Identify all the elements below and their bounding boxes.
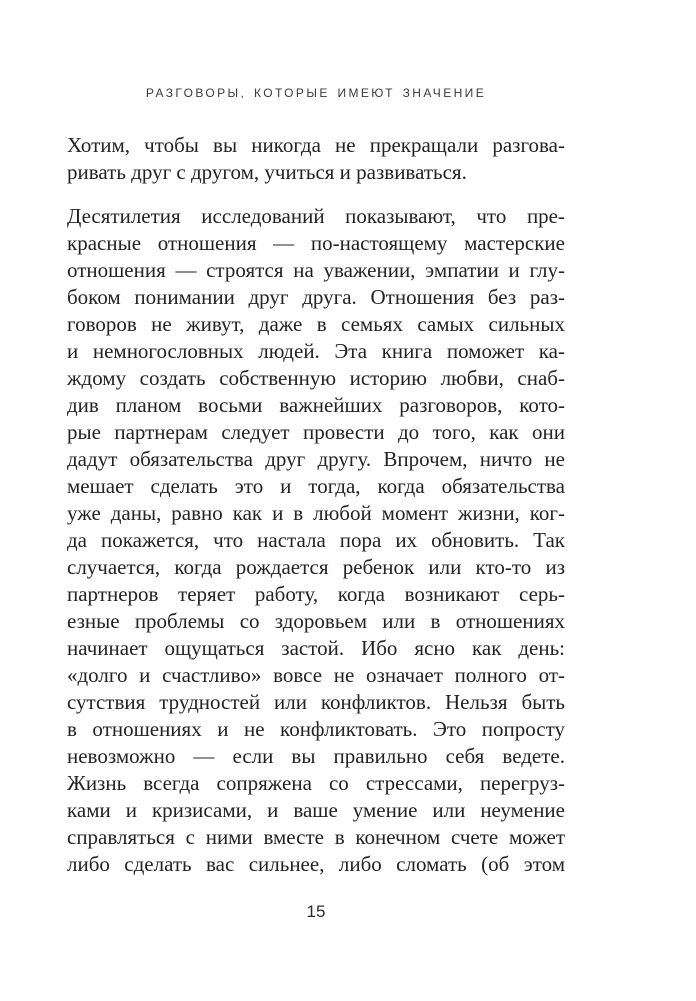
text-line: сутствия трудностей или конфликтов. Нельзя быть <box>67 690 565 714</box>
text-line: рые партнерам следует провести до того, как они <box>67 420 565 444</box>
paragraph <box>67 203 565 878</box>
body-text <box>67 132 565 878</box>
text-line: дадут обязательства друг другу. Впрочем, ничто не <box>67 447 565 471</box>
text-line: «долго и счастливо» вовсе не означает полного от- <box>67 663 565 687</box>
paragraph <box>67 132 565 186</box>
text-line: невозможно — если вы правильно себя ведете. <box>67 744 565 768</box>
page-number: 15 <box>306 902 326 921</box>
text-line: в отношениях и не конфликтовать. Это попросту <box>67 717 565 741</box>
text-line: мешает сделать это и тогда, когда обязательства <box>67 474 565 498</box>
text-line: справляться с ними вместе в конечном счете может <box>67 825 565 849</box>
text-line: езные проблемы со здоровьем или в отношениях <box>67 609 565 633</box>
text-line: отношения — строятся на уважении, эмпатии и глу- <box>67 258 565 282</box>
text-line: случается, когда рождается ребенок или кто-то из <box>67 555 565 579</box>
text-line: ками и кризисами, и ваше умение или неумение <box>67 798 565 822</box>
text-line: ривать друг с другом, учиться и развиваться. <box>67 160 467 184</box>
text-line: говоров не живут, даже в семьях самых сильных <box>67 312 565 336</box>
text-line: красные отношения — по-настоящему мастерские <box>67 231 565 255</box>
text-line: див планом восьми важнейших разговоров, кото- <box>67 393 565 417</box>
text-line: Десятилетия исследований показывают, что пре- <box>67 204 565 228</box>
text-line: ждому создать собственную историю любви, снаб- <box>67 366 565 390</box>
text-line: уже даны, равно как и в любой момент жизни, ког- <box>67 501 565 525</box>
text-line: либо сделать вас сильнее, либо сломать (об этом <box>67 852 565 876</box>
running-head: РАЗГОВОРЫ, КОТОРЫЕ ИМЕЮТ ЗНАЧЕНИЕ <box>145 86 487 100</box>
text-line: Жизнь всегда сопряжена со стрессами, перегруз- <box>67 771 565 795</box>
text-line: партнеров теряет работу, когда возникают серь- <box>67 582 565 606</box>
text-line: да покажется, что настала пора их обновить. Так <box>67 528 565 552</box>
text-line: и немногословных людей. Эта книга поможет ка- <box>67 339 565 363</box>
text-line: Хотим, чтобы вы никогда не прекращали разгова- <box>67 133 565 157</box>
text-line: боком понимании друг друга. Отношения без раз- <box>67 285 565 309</box>
text-line: начинает ощущаться застой. Ибо ясно как день: <box>67 636 565 660</box>
